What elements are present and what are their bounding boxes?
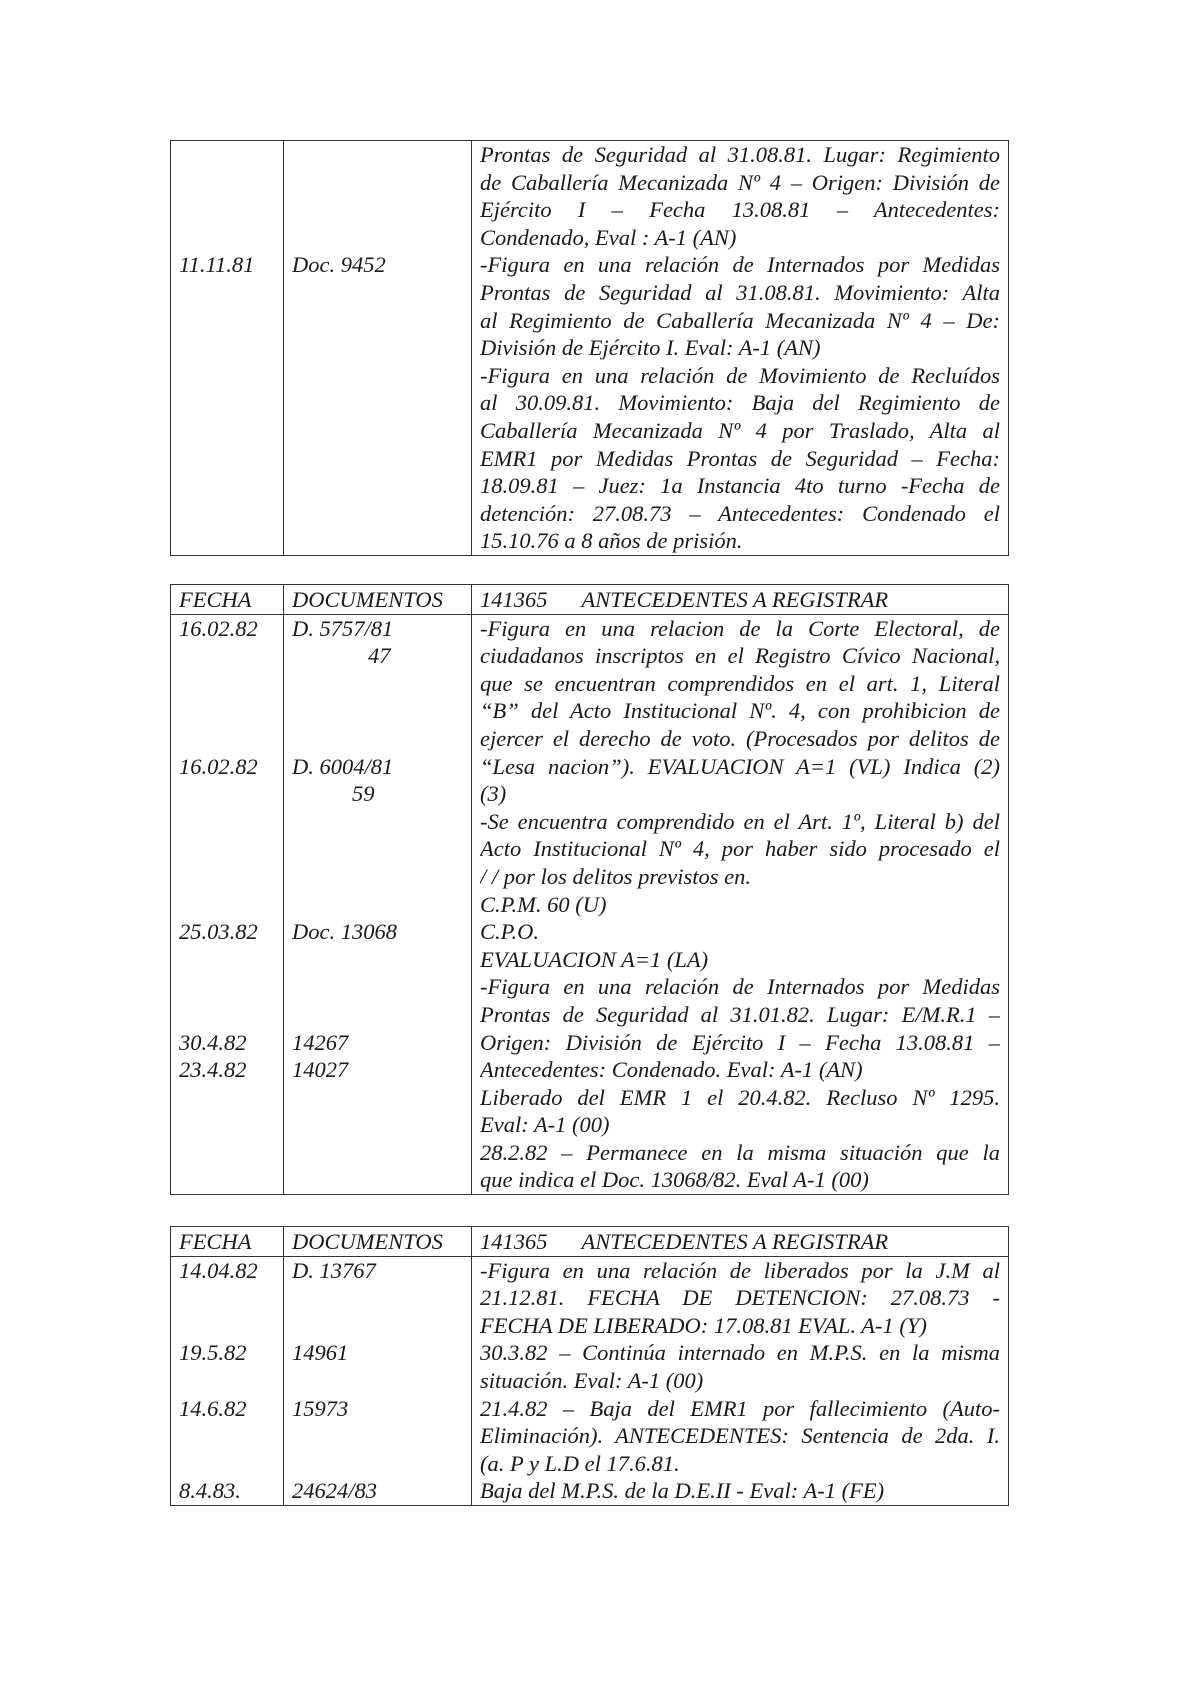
text-line: División de Ejército I. Eval: A-1 (AN) (480, 335, 821, 361)
text-line: Condenado, Eval : A-1 (AN) (480, 224, 737, 250)
fecha-value: 30.4.82 (179, 1029, 247, 1055)
header-numero: 141365 (480, 587, 548, 612)
fecha-value: 23.4.82 (179, 1057, 247, 1083)
fecha-value: 19.5.82 (179, 1340, 247, 1366)
text-line: que indica el Doc. 13068/82. Eval A-1 (00) (480, 1167, 869, 1193)
fecha-value: 14.6.82 (179, 1395, 247, 1421)
text-line: -Figura en una relacion de la Corte Electoral, de (480, 615, 1000, 641)
documento-cell (284, 1257, 472, 1505)
documento-value: 24624/83 (292, 1478, 378, 1504)
text-line: EMR1 por Medidas Prontas de Seguridad – Fecha: (480, 445, 1000, 471)
text-line: (a. P y L.D el 17.6.81. (480, 1450, 680, 1476)
text-line: 18.09.81 – Juez: 1a Instancia 4to turno -Fecha de (480, 473, 1000, 499)
text-line: Prontas de Seguridad al 31.01.82. Lugar: E/M.R.1 – (480, 1001, 1000, 1027)
text-line: -Figura en una relación de Movimiento de Recluídos (480, 362, 1000, 388)
record-table-1 (170, 140, 1009, 556)
text-line: ejercer el derecho de voto. (Procesados por delitos de (480, 725, 1000, 751)
fecha-value: 25.03.82 (179, 919, 258, 945)
fecha-value: 14.04.82 (179, 1257, 258, 1283)
documento-cell (284, 615, 472, 1194)
documento-value: D. 5757/81 (292, 615, 394, 641)
text-line: al Regimiento de Caballería Mecanizada Nº 4 – De: (480, 307, 1000, 333)
text-line: Prontas de Seguridad al 31.08.81. Movimiento: Alta (480, 279, 1000, 305)
table-row (171, 1256, 1008, 1505)
documento-value: 15973 (292, 1395, 349, 1421)
text-line: / / por los delitos previstos en. (480, 863, 752, 889)
antecedentes-cell (472, 141, 1008, 555)
antecedentes-cell (472, 615, 1008, 1194)
fecha-value: 16.02.82 (179, 615, 258, 641)
text-line: -Figura en una relación de Internados por Medidas (480, 974, 1000, 1000)
text-line: 21.12.81. FECHA DE DETENCION: 27.08.73 - (480, 1285, 1000, 1311)
documento-folio: 47 (368, 643, 391, 669)
text-line: C.P.O. (480, 919, 539, 945)
header-antecedentes (480, 1227, 1000, 1256)
table-row (171, 141, 1008, 555)
text-line: 21.4.82 – Baja del EMR1 por fallecimiento (Auto- (480, 1395, 1000, 1421)
documento-value: Doc. 9452 (292, 252, 386, 278)
fecha-cell (171, 1257, 284, 1505)
documento-folio: 59 (352, 781, 375, 807)
header-documentos: DOCUMENTOS (292, 1229, 443, 1254)
text-line: Antecedentes: Condenado. Eval: A-1 (AN) (480, 1057, 863, 1083)
text-line: (3) (480, 781, 507, 807)
text-line: detención: 27.08.73 – Antecedentes: Condenado el (480, 500, 1000, 526)
header-antecedentes (480, 585, 1000, 614)
fecha-cell (171, 615, 284, 1194)
header-titulo: ANTECEDENTES A REGISTRAR (581, 1229, 889, 1254)
table-header-row (171, 1227, 1008, 1256)
header-fecha: FECHA (179, 1229, 252, 1254)
text-line: FECHA DE LIBERADO: 17.08.81 EVAL. A-1 (Y) (480, 1312, 927, 1338)
text-line: EVALUACION A=1 (LA) (480, 946, 709, 972)
header-fecha: FECHA (179, 587, 252, 612)
documento-value: 14961 (292, 1340, 349, 1366)
text-line: Caballería Mecanizada Nº 4 por Traslado, Alta al (480, 417, 1000, 443)
text-line: -Figura en una relación de liberados por la J.M al (480, 1257, 1000, 1283)
text-line: Baja del M.P.S. de la D.E.II - Eval: A-1 (FE) (480, 1478, 885, 1504)
text-line: “B” del Acto Institucional Nº. 4, con prohibicion de (480, 698, 1000, 724)
text-line: que se encuentran comprendidos en el art. 1, Literal (480, 670, 1000, 696)
fecha-value: 8.4.83. (179, 1478, 241, 1504)
documento-value: D. 6004/81 (292, 753, 394, 779)
text-line: 28.2.82 – Permanece en la misma situación que la (480, 1139, 1000, 1165)
text-line: Origen: División de Ejército I – Fecha 13.08.81 – (480, 1029, 1000, 1055)
text-line: al 30.09.81. Movimiento: Baja del Regimiento de (480, 390, 1000, 416)
text-line: Acto Institucional Nº 4, por haber sido procesado el (480, 836, 1000, 862)
text-line: situación. Eval: A-1 (00) (480, 1367, 704, 1393)
text-line: -Figura en una relación de Internados por Medidas (480, 252, 1000, 278)
header-titulo: ANTECEDENTES A REGISTRAR (581, 587, 889, 612)
fecha-value: 16.02.82 (179, 753, 258, 779)
antecedentes-cell (472, 1257, 1008, 1505)
text-line: -Se encuentra comprendido en el Art. 1º, Literal b) del (480, 808, 1000, 834)
text-line: Eliminación). ANTECEDENTES: Sentencia de 2da. I. (480, 1423, 1000, 1449)
text-line: 15.10.76 a 8 años de prisión. (480, 528, 743, 554)
documento-value: 14267 (292, 1029, 349, 1055)
text-line: ciudadanos inscriptos en el Registro Cívico Nacional, (480, 643, 1000, 669)
documento-cell (284, 141, 472, 555)
record-table-2 (170, 584, 1009, 1195)
text-line: Ejército I – Fecha 13.08.81 – Antecedentes: (480, 197, 1000, 223)
text-line: de Caballería Mecanizada Nº 4 – Origen: División de (480, 169, 1000, 195)
fecha-value: 11.11.81 (179, 252, 255, 278)
table-row (171, 614, 1008, 1194)
table-header-row (171, 585, 1008, 614)
header-numero: 141365 (480, 1229, 548, 1254)
text-line: 30.3.82 – Continúa internado en M.P.S. en la misma (480, 1340, 1000, 1366)
text-line: Eval: A-1 (00) (480, 1112, 610, 1138)
documento-value: D. 13767 (292, 1257, 376, 1283)
text-line: C.P.M. 60 (U) (480, 891, 607, 917)
text-line: Prontas de Seguridad al 31.08.81. Lugar: Regimiento (480, 142, 1000, 167)
text-line: Liberado del EMR 1 el 20.4.82. Recluso Nº 1295. (480, 1084, 1000, 1110)
header-documentos: DOCUMENTOS (292, 587, 443, 612)
record-table-3 (170, 1226, 1009, 1506)
text-line: “Lesa nacion”). EVALUACION A=1 (VL) Indica (2) (480, 753, 1000, 779)
fecha-cell (171, 141, 284, 555)
documento-value: 14027 (292, 1057, 349, 1083)
documento-value: Doc. 13068 (292, 919, 397, 945)
